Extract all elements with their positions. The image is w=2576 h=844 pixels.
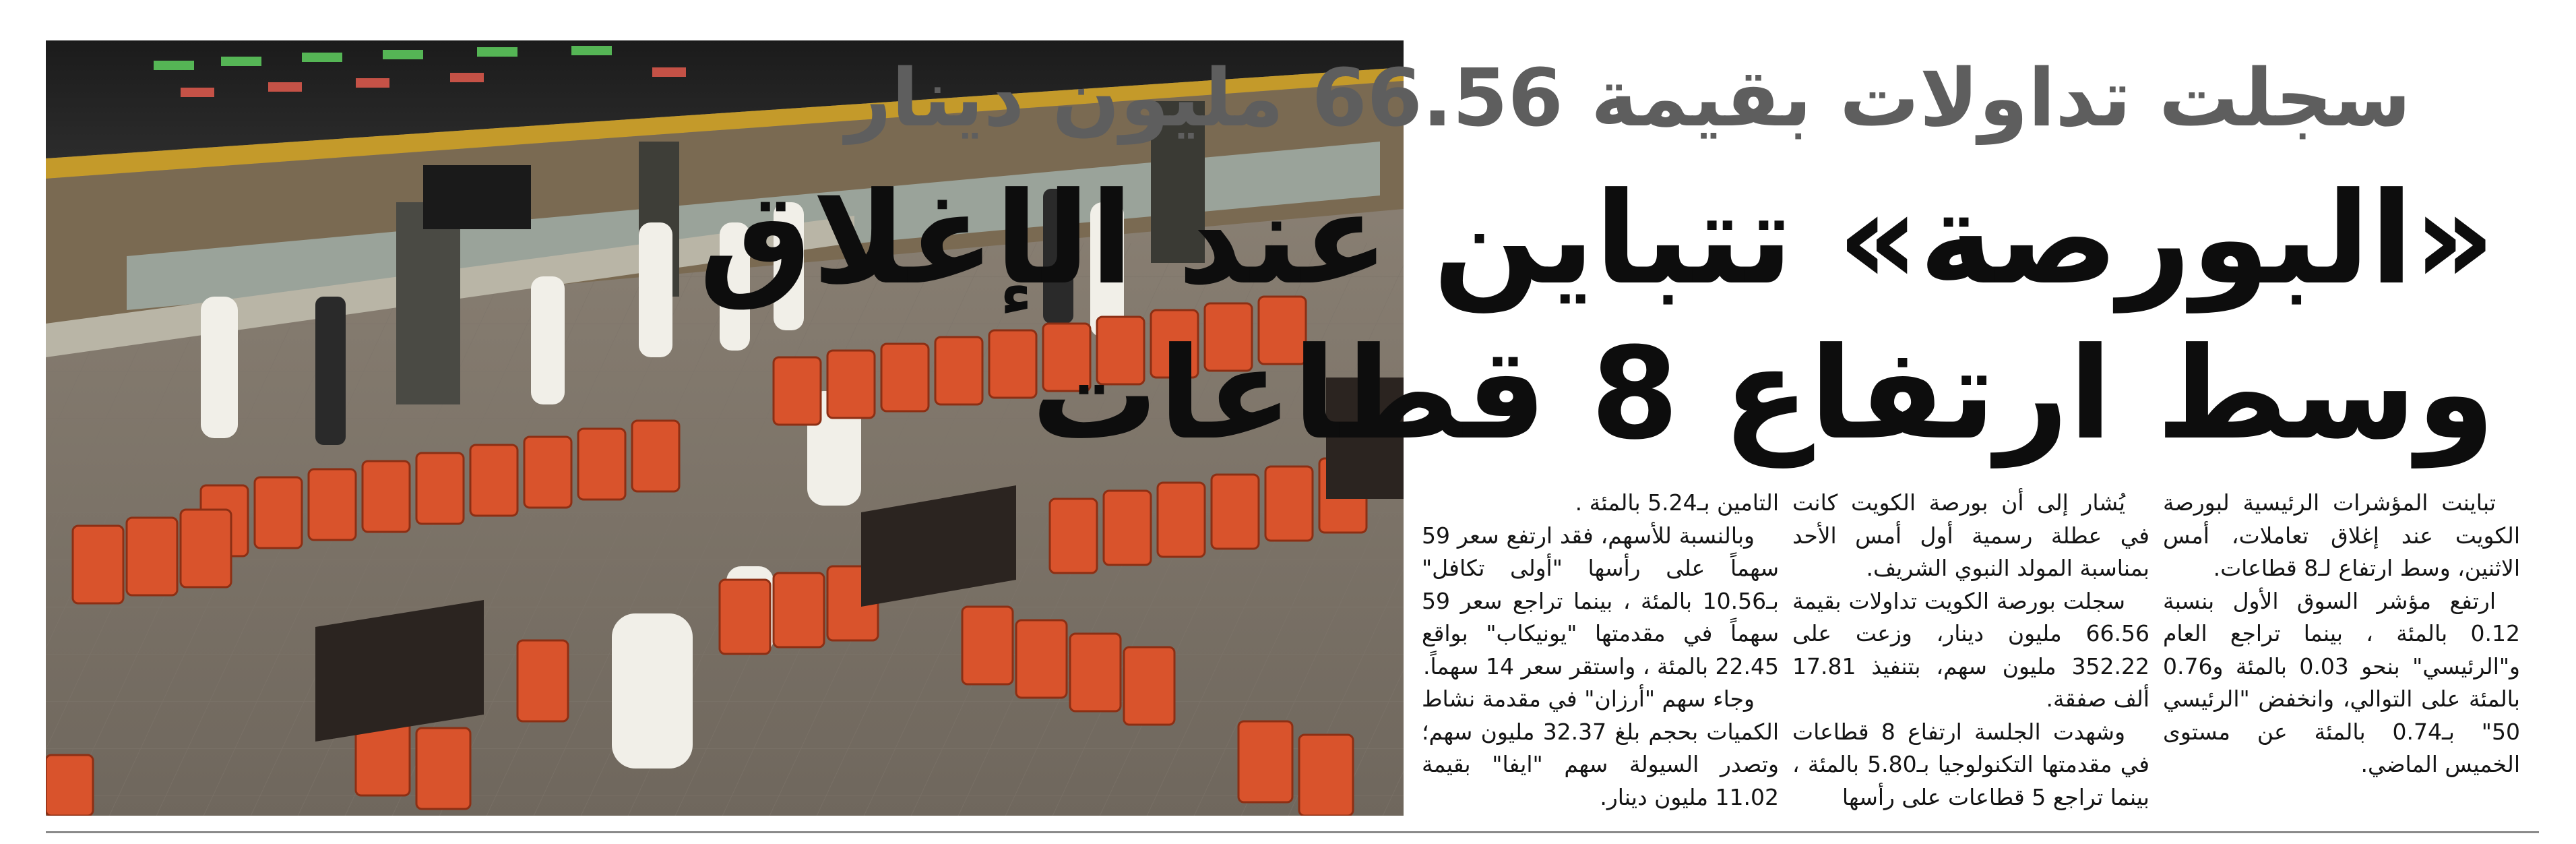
paragraph: وشهدت الجلسة ارتفاع 8 قطاعات في مقدمتها التكنولوجيا بـ5.80 بالمئة ، بينما تراجع 5 قطاعات على رأسها [1792,718,2150,810]
article-column-left [1422,487,1779,814]
bottom-divider [46,831,2539,833]
article-column-right [2163,487,2520,781]
paragraph: وجاء سهم "أرزان" في مقدمة نشاط الكميات بحجم بلغ 32.37 مليون سهم؛ وتصدر السيولة سهم "ايفا" بقيمة 11.02 مليون دينار. [1422,686,1779,810]
paragraph: ارتفع مؤشر السوق الأول بنسبة 0.12 بالمئة ، بينما تراجع العام و"الرئيسي" بنحو 0.03 بالمئة و0.76 بالمئة على التوالي، وانخفض "الرئيسي 50" بـ0.74 بالمئة عن مستوى الخميس الماضي. [2163,587,2520,777]
article-headline-line-1: «البورصة» تتباين عند الإغلاق [699,165,2495,313]
article-column-middle [1792,487,2149,814]
paragraph: تباينت المؤشرات الرئيسية لبورصة الكويت عند إغلاق تعاملات، أمس الاثنين، وسط ارتفاع لـ8 قطاعات. [2163,489,2520,581]
paragraph: التامين بـ5.24 بالمئة . [1575,489,1779,516]
paragraph: وبالنسبة للأسهم، فقد ارتفع سعر 59 سهماً على رأسها "أولى تكافل" بـ10.56 بالمئة ، بينما تراجع سعر 59 سهماً في مقدمتها "يونيكاب" بواقع 22.45 بالمئة ، واستقر سعر 14 سهماً. [1422,522,1779,680]
article-headline-line-2: وسط ارتفاع 8 قطاعات [1031,320,2495,468]
article-kicker: سجلت تداولات بقيمة 66.56 مليون دينار [846,51,2411,144]
paragraph: سجلت بورصة الكويت تداولات بقيمة 66.56 مليون دينار، وزعت على 352.22 مليون سهم، بتنفيذ 17.81 ألف صفقة. [1792,587,2149,712]
paragraph: يُشار إلى أن بورصة الكويت كانت في عطلة رسمية أول أمس الأحد بمناسبة المولد النبوي الشريف. [1792,489,2149,581]
